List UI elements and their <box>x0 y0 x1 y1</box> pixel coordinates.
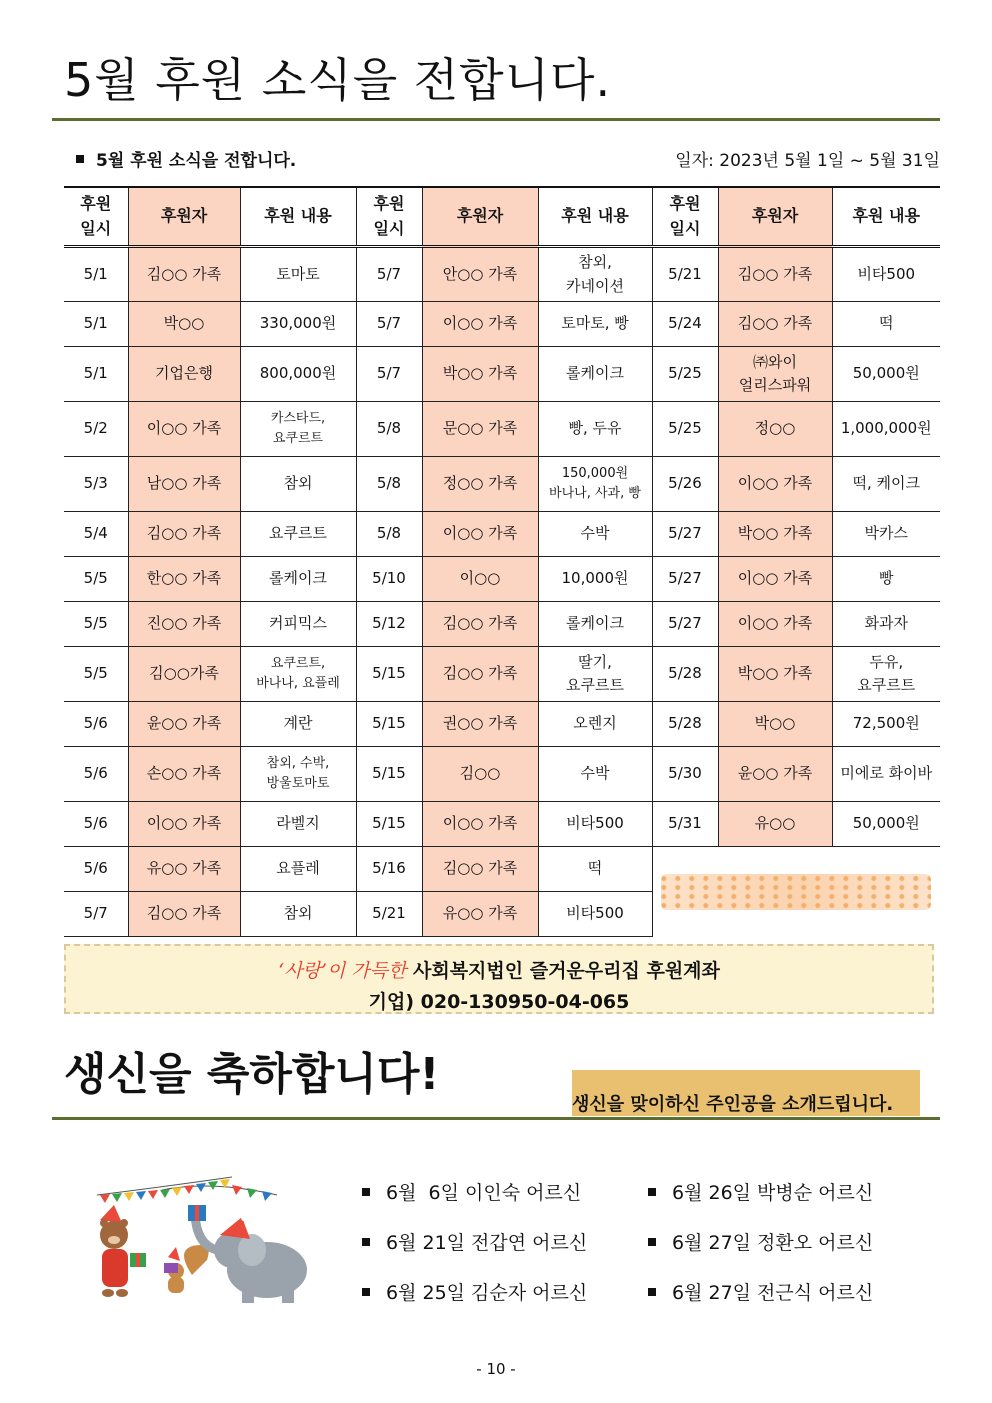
donation-date: 5/6 <box>64 802 128 847</box>
donation-item: 롤케이크 <box>240 557 356 602</box>
donation-date: 5/24 <box>652 302 718 347</box>
table-row <box>64 747 940 802</box>
donation-item: 50,000원 <box>832 802 940 847</box>
donation-item: 비타500 <box>538 802 652 847</box>
account-number: 기업) 020-130950-04-065 <box>368 991 630 1013</box>
birthday-item-text: 6월 25일 김순자 어르신 <box>386 1282 588 1304</box>
donor-name: 박○○ <box>128 302 240 347</box>
donation-item: 두유, 요쿠르트 <box>832 647 940 702</box>
donation-date: 5/16 <box>356 847 422 892</box>
donor-name: 김○○ 가족 <box>422 602 538 647</box>
donation-date: 5/26 <box>652 457 718 512</box>
donation-date: 5/30 <box>652 747 718 802</box>
donor-name: 윤○○ 가족 <box>718 747 832 802</box>
donor-name: 이○○ 가족 <box>422 802 538 847</box>
donation-date: 5/7 <box>356 302 422 347</box>
donation-item: 참외 <box>240 892 356 937</box>
donation-item: 딸기, 요쿠르트 <box>538 647 652 702</box>
donation-date: 5/21 <box>356 892 422 937</box>
table-header-cell: 후원자 <box>422 187 538 247</box>
donation-item: 참외 <box>240 457 356 512</box>
subheading-text: 5월 후원 소식을 전합니다. <box>96 151 297 171</box>
birthday-item <box>648 1178 873 1205</box>
square-bullet-icon <box>362 1188 370 1196</box>
decorative-ornament <box>652 847 940 937</box>
donation-item: 1,000,000원 <box>832 402 940 457</box>
donation-item: 떡 <box>832 302 940 347</box>
donation-item: 토마토 <box>240 247 356 302</box>
table-header-cell: 후원자 <box>128 187 240 247</box>
donor-name: 김○○ 가족 <box>718 247 832 302</box>
birthday-item <box>362 1178 581 1205</box>
birthday-item-text: 6월 6일 이인숙 어르신 <box>386 1182 582 1204</box>
donor-name: 김○○가족 <box>128 647 240 702</box>
donation-item: 비타500 <box>538 892 652 937</box>
donation-date: 5/31 <box>652 802 718 847</box>
account-highlight: ‘사랑’이 가득한 <box>278 960 407 982</box>
donation-item: 참외, 카네이션 <box>538 247 652 302</box>
donation-item: 330,000원 <box>240 302 356 347</box>
table-row <box>64 602 940 647</box>
square-bullet-icon <box>362 1238 370 1246</box>
donation-date: 5/4 <box>64 512 128 557</box>
donor-name: 유○○ 가족 <box>128 847 240 892</box>
donation-date: 5/27 <box>652 602 718 647</box>
birthday-divider <box>52 1117 940 1120</box>
birthday-item <box>362 1228 587 1255</box>
section-subheading <box>76 146 296 171</box>
donor-name: 이○○ 가족 <box>718 457 832 512</box>
donation-item: 빵, 두유 <box>538 402 652 457</box>
donation-date: 5/25 <box>652 402 718 457</box>
donor-name: 박○○ 가족 <box>718 512 832 557</box>
donation-date: 5/1 <box>64 302 128 347</box>
donor-name: 윤○○ 가족 <box>128 702 240 747</box>
ornament-icon <box>661 874 931 910</box>
birthday-item-text: 6월 21일 전갑연 어르신 <box>386 1232 588 1254</box>
donation-date: 5/15 <box>356 747 422 802</box>
square-bullet-icon <box>362 1288 370 1296</box>
donation-date: 5/25 <box>652 347 718 402</box>
donor-name: 문○○ 가족 <box>422 402 538 457</box>
donor-name: 김○○ 가족 <box>128 512 240 557</box>
donor-name: 기업은행 <box>128 347 240 402</box>
donation-date: 5/6 <box>64 702 128 747</box>
donation-date: 5/28 <box>652 702 718 747</box>
donation-date: 5/15 <box>356 702 422 747</box>
date-range: 일자: 2023년 5월 1일 ~ 5월 31일 <box>675 151 940 171</box>
donation-date: 5/8 <box>356 402 422 457</box>
table-header-cell: 후원 일시 <box>652 187 718 247</box>
gift-box-icon <box>130 1253 146 1267</box>
birthday-title: 생신을 축하합니다! <box>64 1049 440 1100</box>
donation-item: 참외, 수박, 방울토마토 <box>240 747 356 802</box>
donor-name: 한○○ 가족 <box>128 557 240 602</box>
squirrel-icon <box>164 1245 209 1293</box>
donation-date: 5/6 <box>64 747 128 802</box>
donor-name: 안○○ 가족 <box>422 247 538 302</box>
donor-name: 정○○ <box>718 402 832 457</box>
donation-date: 5/7 <box>64 892 128 937</box>
donation-date: 5/15 <box>356 802 422 847</box>
donation-date: 5/8 <box>356 512 422 557</box>
donation-item: 커피믹스 <box>240 602 356 647</box>
bunting-flags-icon <box>97 1177 277 1203</box>
donor-name: 김○○ 가족 <box>718 302 832 347</box>
table-row <box>64 557 940 602</box>
donation-item: 화과자 <box>832 602 940 647</box>
donation-date: 5/10 <box>356 557 422 602</box>
birthday-item <box>362 1278 587 1305</box>
donor-name: 이○○ 가족 <box>422 302 538 347</box>
donation-item: 떡 <box>538 847 652 892</box>
donation-item: 150,000원 바나나, 사과, 빵 <box>538 457 652 512</box>
donation-item: 수박 <box>538 512 652 557</box>
donation-table <box>64 186 940 937</box>
table-header-cell: 후원 내용 <box>538 187 652 247</box>
donor-name: 유○○ <box>718 802 832 847</box>
donor-name: ㈜와이 얼리스파워 <box>718 347 832 402</box>
donation-date: 5/2 <box>64 402 128 457</box>
table-header-cell: 후원 일시 <box>64 187 128 247</box>
donor-name: 박○○ <box>718 702 832 747</box>
donation-item: 미에로 화이바 <box>832 747 940 802</box>
donation-date: 5/15 <box>356 647 422 702</box>
table-row <box>64 347 940 402</box>
table-header-cell: 후원 내용 <box>832 187 940 247</box>
page-title: 5월 후원 소식을 전합니다. <box>64 53 612 107</box>
square-bullet-icon <box>648 1188 656 1196</box>
donation-date: 5/27 <box>652 512 718 557</box>
donation-item: 50,000원 <box>832 347 940 402</box>
title-divider <box>52 118 940 121</box>
donation-date: 5/1 <box>64 247 128 302</box>
donor-name: 이○○ <box>422 557 538 602</box>
birthday-item <box>648 1228 873 1255</box>
donation-date: 5/5 <box>64 602 128 647</box>
donation-date: 5/5 <box>64 557 128 602</box>
donor-name: 진○○ 가족 <box>128 602 240 647</box>
birthday-subtitle: 생신을 맞이하신 주인공을 소개드립니다. <box>572 1094 894 1115</box>
table-header-cell: 후원자 <box>718 187 832 247</box>
table-row <box>64 647 940 702</box>
account-org: 사회복지법인 즐거운우리집 후원계좌 <box>412 960 720 982</box>
donation-item: 롤케이크 <box>538 602 652 647</box>
donor-name: 정○○ 가족 <box>422 457 538 512</box>
table-row <box>64 512 940 557</box>
donor-name: 유○○ 가족 <box>422 892 538 937</box>
donation-item: 떡, 케이크 <box>832 457 940 512</box>
donation-date: 5/7 <box>356 347 422 402</box>
donation-item: 요쿠르트 <box>240 512 356 557</box>
donor-name: 이○○ 가족 <box>128 802 240 847</box>
donation-date: 5/1 <box>64 347 128 402</box>
donation-item: 박카스 <box>832 512 940 557</box>
donation-item: 비타500 <box>832 247 940 302</box>
donation-date: 5/7 <box>356 247 422 302</box>
donation-date: 5/5 <box>64 647 128 702</box>
donation-date: 5/21 <box>652 247 718 302</box>
donation-item: 요쿠르트, 바나나, 요플레 <box>240 647 356 702</box>
donation-date: 5/3 <box>64 457 128 512</box>
donation-item: 10,000원 <box>538 557 652 602</box>
donation-date: 5/12 <box>356 602 422 647</box>
table-header-cell: 후원 내용 <box>240 187 356 247</box>
donation-item: 72,500원 <box>832 702 940 747</box>
birthday-item-text: 6월 27일 전근식 어르신 <box>672 1282 874 1304</box>
table-row <box>64 457 940 512</box>
table-row <box>64 302 940 347</box>
donor-name: 이○○ 가족 <box>718 602 832 647</box>
donor-name: 김○○ 가족 <box>422 847 538 892</box>
table-row <box>64 847 940 892</box>
donor-name: 김○○ 가족 <box>422 647 538 702</box>
donation-date: 5/6 <box>64 847 128 892</box>
donor-name: 김○○ 가족 <box>128 892 240 937</box>
table-row <box>64 802 940 847</box>
donor-name: 박○○ 가족 <box>718 647 832 702</box>
birthday-illustration <box>92 1165 322 1305</box>
donation-item: 라벨지 <box>240 802 356 847</box>
table-row <box>64 402 940 457</box>
square-bullet-icon <box>76 155 84 163</box>
donation-date: 5/28 <box>652 647 718 702</box>
table-row <box>64 247 940 302</box>
table-row <box>64 702 940 747</box>
donor-name: 김○○ 가족 <box>128 247 240 302</box>
square-bullet-icon <box>648 1288 656 1296</box>
donor-name: 남○○ 가족 <box>128 457 240 512</box>
table-header-cell: 후원 일시 <box>356 187 422 247</box>
donation-date: 5/27 <box>652 557 718 602</box>
donation-account-box <box>64 944 934 1014</box>
donor-name: 이○○ 가족 <box>422 512 538 557</box>
donation-item: 수박 <box>538 747 652 802</box>
birthday-item-text: 6월 27일 정환오 어르신 <box>672 1232 874 1254</box>
donation-item: 오렌지 <box>538 702 652 747</box>
donation-item: 800,000원 <box>240 347 356 402</box>
page-number: - 10 - <box>476 1360 516 1378</box>
account-line-1 <box>66 956 932 983</box>
donation-item: 롤케이크 <box>538 347 652 402</box>
square-bullet-icon <box>648 1238 656 1246</box>
donor-name: 이○○ 가족 <box>128 402 240 457</box>
donor-name: 김○○ <box>422 747 538 802</box>
donation-item: 빵 <box>832 557 940 602</box>
donation-item: 계란 <box>240 702 356 747</box>
donation-item: 카스타드, 요쿠르트 <box>240 402 356 457</box>
donor-name: 손○○ 가족 <box>128 747 240 802</box>
bear-icon <box>100 1205 128 1297</box>
donation-item: 요플레 <box>240 847 356 892</box>
donor-name: 박○○ 가족 <box>422 347 538 402</box>
donor-name: 이○○ 가족 <box>718 557 832 602</box>
donation-date: 5/8 <box>356 457 422 512</box>
donor-name: 권○○ 가족 <box>422 702 538 747</box>
birthday-item-text: 6월 26일 박병순 어르신 <box>672 1182 874 1204</box>
donation-item: 토마토, 빵 <box>538 302 652 347</box>
birthday-item <box>648 1278 873 1305</box>
